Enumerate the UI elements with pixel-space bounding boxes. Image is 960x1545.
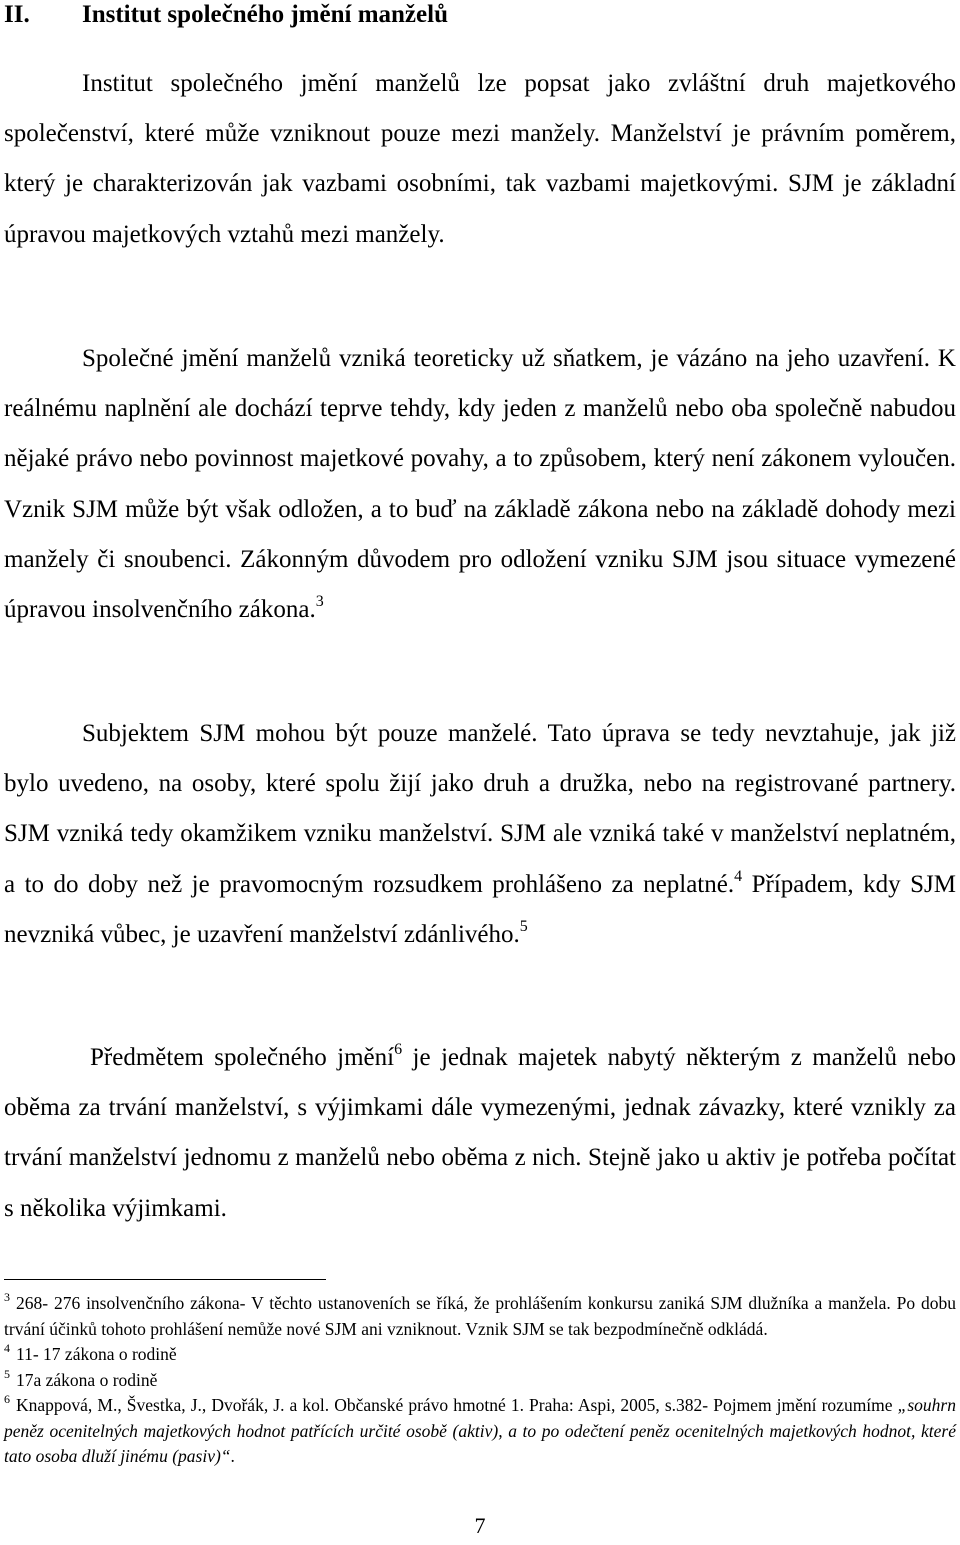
page-number: 7 <box>474 1513 486 1538</box>
paragraph-object-text-2: je jednak majetek nabytý některým z manželů nebo oběma za trvání manželství, s výjimkami dále vymezenými, jednak závazky, které vznikly za trvání manželství jednomu z manželů nebo oběma z nich. Stejně jako u aktiv je potřeba počítat s několika výjimkami. <box>4 1044 956 1222</box>
footnote-6 <box>4 1393 956 1470</box>
footnote-4-text: 11- 17 zákona o rodině <box>16 1344 177 1364</box>
footnote-5-text: 17a zákona o rodině <box>16 1369 158 1390</box>
section-heading <box>4 0 448 30</box>
paragraph-object <box>4 1033 956 1234</box>
footnote-ref-6: 6 <box>394 1041 403 1058</box>
footnote-ref-5: 5 <box>519 917 528 935</box>
footnote-ref-4: 4 <box>734 867 743 885</box>
paragraph-subjects-text-2: Případem, kdy SJM nevzniká vůbec, je uzavření manželství zdánlivého. <box>4 870 956 948</box>
paragraph-origin-text: Společné jmění manželů vzniká teoreticky už sňatkem, je vázáno na jeho uzavření. K reálnému naplnění ale dochází teprve tehdy, kdy jeden z manželů nebo oba společně nabudou nějaké právo nebo povinnost majetkové povahy, a to způsobem, který není zákonem vyloučen. Vznik SJM může být však odložen, a to buď na základě zákona nebo na základě dohody mezi manžely či snoubenci. Zákonným důvodem pro odložení vzniku SJM jsou situace vymezené úpravou insolvenčního zákona. <box>4 345 956 624</box>
footnote-3 <box>4 1291 956 1342</box>
footnote-6-quote: „souhrn peněz ocenitelných majetkových hodnot patřících určité osobě (aktiv), a to po odečtení peněz ocenitelných majetkových hodnot, které tato osoba dluží jinému (pasiv)“ <box>4 1395 956 1466</box>
footnote-ref-3: 3 <box>315 593 324 611</box>
footnote-separator <box>4 1279 326 1280</box>
footnote-4-number: 4 <box>4 1341 10 1355</box>
footnote-3-number: 3 <box>4 1290 10 1304</box>
paragraph-subjects-text: Subjektem SJM mohou být pouze manželé. Tato úprava se tedy nevztahuje, jak již bylo uvedeno, na osoby, které spolu žijí jako druh a družka, nebo na registrované partnery. SJM vzniká tedy okamžikem vzniku manželství. SJM ale vzniká také v manželství neplatném, a to do doby než je pravomocným rozsudkem prohlášeno za neplatné. <box>4 720 956 898</box>
footnote-5 <box>4 1368 956 1394</box>
paragraph-object-text: Předmětem společného jmění <box>90 1044 395 1071</box>
footnote-6-end: . <box>230 1446 235 1466</box>
footnotes <box>4 1291 956 1470</box>
footnote-6-number: 6 <box>4 1392 10 1406</box>
section-title: Institut společného jmění manželů <box>82 1 448 28</box>
paragraph-origin <box>4 334 956 635</box>
footnote-6-text: Knappová, M., Švestka, J., Dvořák, J. a kol. Občanské právo hmotné 1. Praha: Aspi, 2005, s.382- Pojmem jmění rozumíme <box>16 1395 898 1415</box>
footnote-3-text: 268- 276 insolvenčního zákona- V těchto ustanoveních se říká, že prohlášením konkursu zaniká SJM dlužníka a manžela. Po dobu trvání účinků tohoto prohlášení nemůže nové SJM ani vzniknout. Vznik SJM se tak bezpodmínečně odkládá. <box>4 1293 956 1339</box>
paragraph-intro: Institut společného jmění manželů lze popsat jako zvláštní druh majetkového společenství, které může vzniknout pouze mezi manžely. Manželství je právním poměrem, který je charakterizován jak vazbami osobními, tak vazbami majetkovými. SJM je základní úpravou majetkových vztahů mezi manžely. <box>4 70 956 248</box>
footnote-4 <box>4 1342 956 1368</box>
footnote-5-number: 5 <box>4 1366 10 1381</box>
paragraph-subjects <box>4 709 956 960</box>
section-number: II. <box>4 1 30 28</box>
